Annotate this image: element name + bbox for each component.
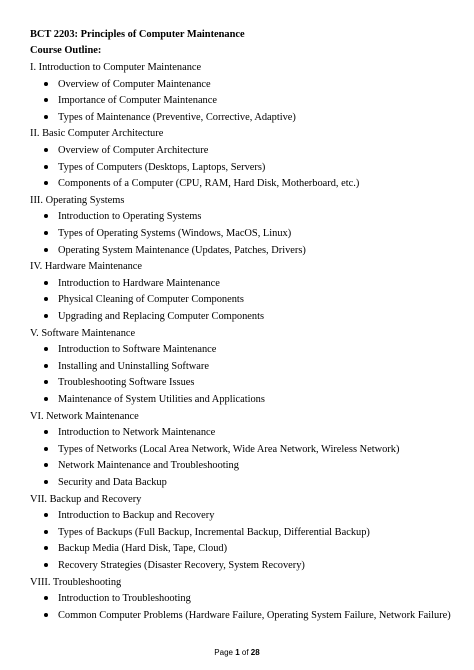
outline-item-label: Backup Media (Hard Disk, Tape, Cloud) — [58, 543, 228, 555]
outline-item-label: Introduction to Software Maintenance — [58, 344, 217, 356]
page-footer — [0, 648, 474, 658]
section-heading: VIII. Troubleshooting — [30, 576, 122, 588]
bullet-icon — [44, 281, 48, 285]
outline-item-label: Types of Operating Systems (Windows, MacOS, Linux) — [58, 228, 292, 239]
outline-item-label: Introduction to Network Maintenance — [58, 427, 216, 439]
bullet-icon — [44, 397, 48, 401]
bullet-icon — [44, 148, 48, 152]
outline-item-label: Types of Maintenance (Preventive, Corrective, Adaptive) — [58, 111, 296, 123]
section-heading: I. Introduction to Computer Maintenance — [30, 62, 202, 73]
outline-item-label: Troubleshooting Software Issues — [58, 377, 195, 389]
bullet-icon — [44, 380, 48, 384]
of-word: of — [241, 648, 249, 657]
document-title: BCT 2203: Principles of Computer Maintenance — [30, 29, 245, 40]
bullet-icon — [44, 297, 48, 301]
outline-item-label: Components of a Computer (CPU, RAM, Hard Disk, Motherboard, etc.) — [58, 178, 360, 190]
outline-item-label: Introduction to Hardware Maintenance — [58, 277, 220, 289]
bullet-icon — [44, 98, 48, 102]
bullet-icon — [44, 480, 48, 484]
bullet-icon — [44, 115, 48, 119]
bullet-icon — [44, 82, 48, 86]
outline-item-label: Security and Data Backup — [58, 477, 167, 488]
outline-heading: Course Outline: — [30, 45, 102, 56]
bullet-icon — [44, 463, 48, 467]
section-heading: III. Operating Systems — [30, 194, 125, 206]
outline-item-label: Maintenance of System Utilities and Applications — [58, 394, 265, 405]
bullet-icon — [44, 447, 48, 451]
outline-item-label: Recovery Strategies (Disaster Recovery, System Recovery) — [58, 560, 305, 571]
bullet-icon — [44, 347, 48, 351]
outline-item-label: Operating System Maintenance (Updates, Patches, Drivers) — [58, 244, 306, 256]
outline-item-label: Introduction to Operating Systems — [58, 211, 202, 223]
outline-item-label: Upgrading and Replacing Computer Components — [58, 311, 265, 322]
outline-item-label: Types of Networks (Local Area Network, Wide Area Network, Wireless Network) — [58, 443, 400, 455]
bullet-icon — [44, 181, 48, 185]
bullet-icon — [44, 546, 48, 550]
bullet-icon — [44, 364, 48, 368]
section-heading: V. Software Maintenance — [30, 327, 136, 339]
bullet-icon — [44, 563, 48, 567]
section-heading: VII. Backup and Recovery — [30, 493, 142, 505]
outline-item-label: Network Maintenance and Troubleshooting — [58, 460, 239, 472]
bullet-icon — [44, 513, 48, 517]
bullet-icon — [44, 248, 48, 252]
current-page-number: 1 — [235, 648, 240, 657]
bullet-icon — [44, 231, 48, 235]
outline-item-label: Importance of Computer Maintenance — [58, 95, 217, 107]
outline-item-label: Introduction to Troubleshooting — [58, 593, 191, 605]
outline-item-label: Types of Computers (Desktops, Laptops, Servers) — [58, 161, 266, 173]
bullet-icon — [44, 430, 48, 434]
total-page-count: 28 — [250, 648, 260, 657]
bullet-icon — [44, 530, 48, 534]
outline-item-label: Overview of Computer Maintenance — [58, 78, 211, 90]
page-word: Page — [214, 648, 233, 657]
section-heading: II. Basic Computer Architecture — [30, 128, 164, 140]
bullet-icon — [44, 214, 48, 218]
bullet-icon — [44, 596, 48, 600]
outline-item-label: Overview of Computer Architecture — [58, 145, 209, 156]
bullet-icon — [44, 314, 48, 318]
outline-item-label: Installing and Uninstalling Software — [58, 360, 209, 372]
bullet-icon — [44, 613, 48, 617]
section-heading: IV. Hardware Maintenance — [30, 261, 143, 273]
bullet-icon — [44, 165, 48, 169]
outline-item-label: Introduction to Backup and Recovery — [58, 510, 215, 522]
outline-item-label: Common Computer Problems (Hardware Failure, Operating System Failure, Network Failure) — [58, 609, 451, 621]
outline-item-label: Physical Cleaning of Computer Components — [58, 294, 244, 306]
section-heading: VI. Network Maintenance — [30, 410, 139, 422]
outline-item-label: Types of Backups (Full Backup, Incremental Backup, Differential Backup) — [58, 526, 370, 538]
